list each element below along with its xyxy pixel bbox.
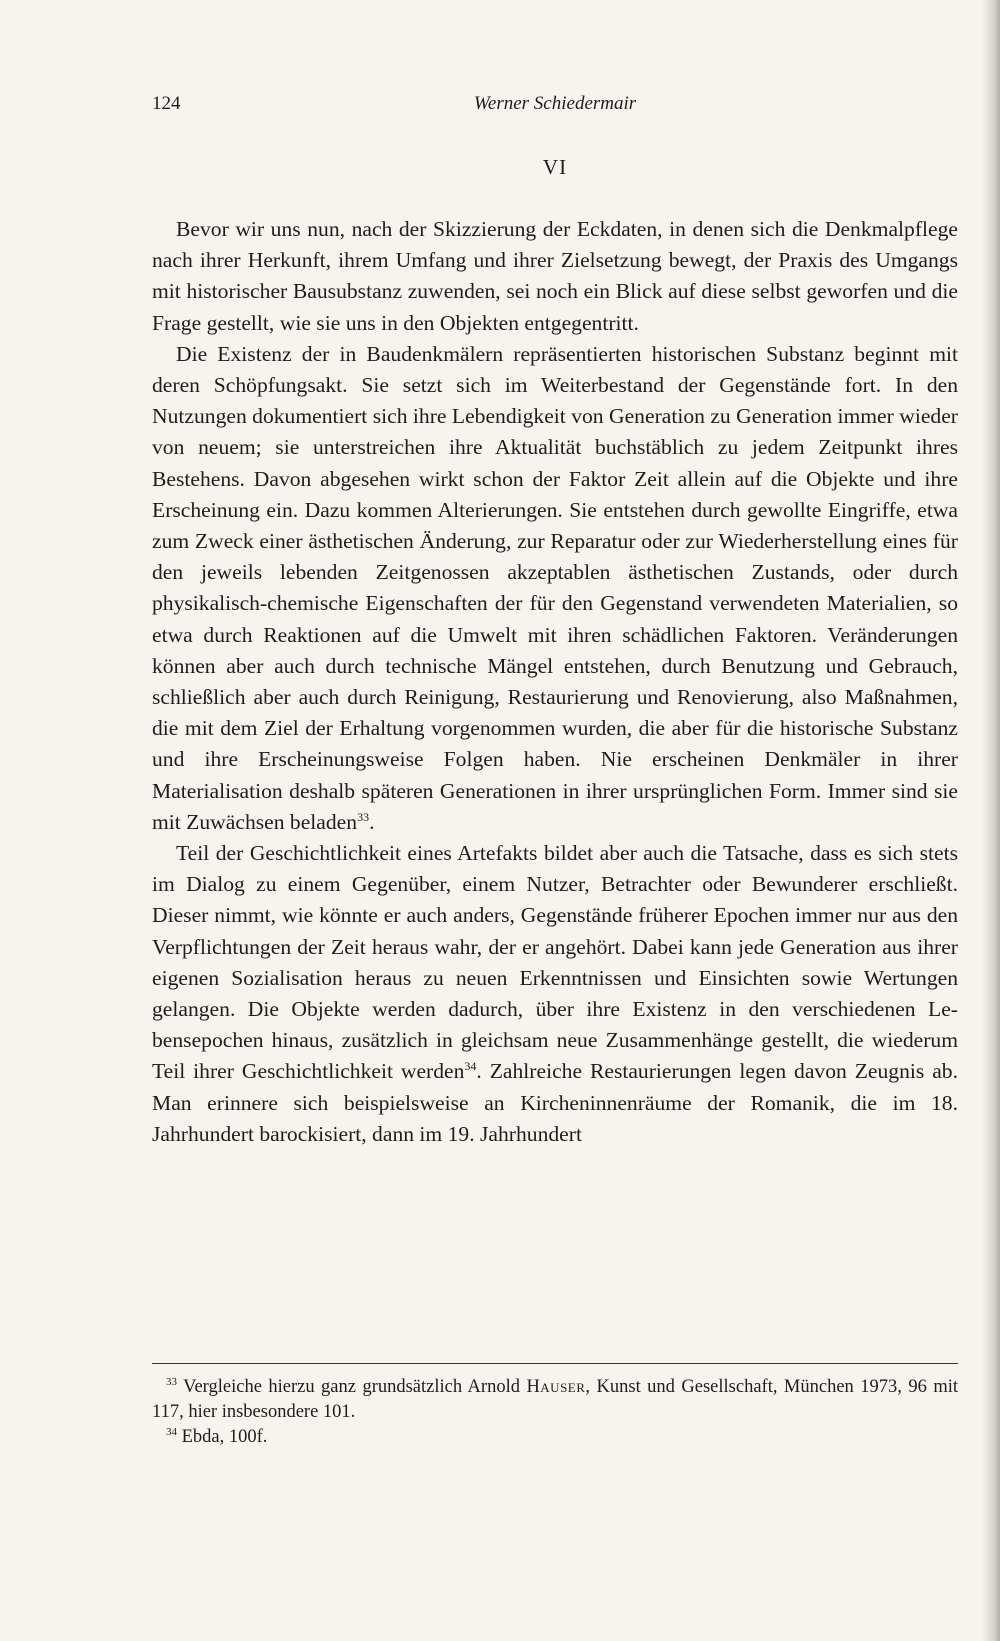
paragraph-tail: . Zahlreiche Restaurierungen legen davon Zeugnis ab. Man erinnere sich beispielsweise an Kircheninnenräume der Romanik, die im 18. Jahrhundert barockisiert, dann im 19. Jahrhundert (152, 1059, 958, 1146)
section-heading: VI (542, 155, 568, 179)
footnote (152, 1425, 958, 1450)
paragraph (152, 214, 958, 339)
footnote (152, 1375, 958, 1425)
footnote-author: Hauser (526, 1377, 586, 1397)
page-edge-shadow (982, 0, 1000, 1641)
footnote-reference[interactable]: 34 (464, 1059, 477, 1074)
footnote-text-rest: , Kunst und Gesellschaft, München 1973, 96 mit 117, hier insbesondere 101. (152, 1377, 958, 1422)
paragraph (152, 339, 958, 838)
footnote-text: Vergleiche hierzu ganz grundsätzlich Arnold (183, 1377, 527, 1397)
page-number: 124 (152, 93, 181, 114)
running-title: Werner Schiedermair (473, 93, 637, 114)
footnote-reference[interactable]: 33 (357, 809, 370, 824)
paragraph-text: Bevor wir uns nun, nach der Skizzierung der Eckdaten, in denen sich die Denkmalpflege nach ihrer Herkunft, ihrem Umfang und ihrer Zielsetzung bewegt, der Praxis des Umgangs mit historischer Bausubstanz zuwenden, sei noch ein Blick auf diese selbst geworfen und die Frage gestellt, wie sie uns in den Objekten entgegentritt. (152, 217, 958, 335)
paragraph-text: Die Existenz der in Baudenkmälern repräsentierten historischen Substanz beginnt mit deren Schöpfungsakt. Sie setzt sich im Weiterbestand der Gegenstände fort. In den Nutzungen dokumentiert sich ihre Lebendigkeit von Generation zu Generation immer wieder von neuem; sie unterstreichen ihre Aktualität buchstäblich zu jedem Zeitpunkt ihres Bestehens. Davon abgesehen wirkt schon der Faktor Zeit allein auf die Objekte und ihre Erscheinung ein. Dazu kommen Alterierungen. Sie entstehen durch gewollte Eingriffe, etwa zum Zweck einer ästhetischen Änderung, zur Reparatur oder zur Wiederherstellung eines für den jeweils lebenden Zeitgenossen akzeptablen ästhetischen Zustands, oder durch physikalisch-chemische Eigenschaften der für den Gegenstand verwendeten Materialien, so etwa durch Reaktionen auf die Umwelt mit ihren schädlichen Faktoren. Veränderungen können aber auch durch technische Mängel entstehen, durch Benutzung und Gebrauch, schließlich aber auch durch Reinigung, Restaurierung und Renovierung, also Maßnahmen, die mit dem Ziel der Erhaltung vorgenommen wurden, die aber für die historische Substanz und ihre Erscheinungsweise Folgen haben. Nie erscheinen Denkmäler in ihrer Materialisation deshalb späteren Generationen in ihrer ursprünglichen Form. Immer sind sie mit Zuwächsen beladen (152, 341, 958, 834)
body-text (152, 214, 958, 1150)
paragraph-text: Teil der Geschichtlichkeit eines Artefakts bildet aber auch die Tatsache, dass es sich stets im Dialog zu einem Gegenüber, einem Nutzer, Betrachter oder Bewunderer erschließt. Dieser nimmt, wie könnte er auch anders, Gegenstände früherer Epochen immer nur aus den Verpflichtungen der Zeit heraus wahr, der er angehört. Dabei kann jede Generation aus ihrer eigenen Sozialisation heraus zu neuen Erkenntnissen und Einsichten sowie Wertungen gelangen. Die Objekte werden dadurch, über ihre Existenz in den verschiedenen Lebensepochen hinaus, zusätzlich in gleichsam neue Zusammenhänge gestellt, die wiederum Teil ihrer Geschichtlichkeit werden (152, 841, 958, 1084)
footnote-text: Ebda, 100f. (181, 1427, 268, 1447)
footnote-number: 34 (166, 1425, 177, 1438)
running-head (150, 93, 960, 121)
paragraph-tail: . (369, 809, 375, 834)
footnote-number: 33 (166, 1375, 177, 1388)
footnotes (152, 1375, 958, 1450)
footnote-divider (152, 1363, 958, 1364)
paragraph (152, 838, 958, 1150)
